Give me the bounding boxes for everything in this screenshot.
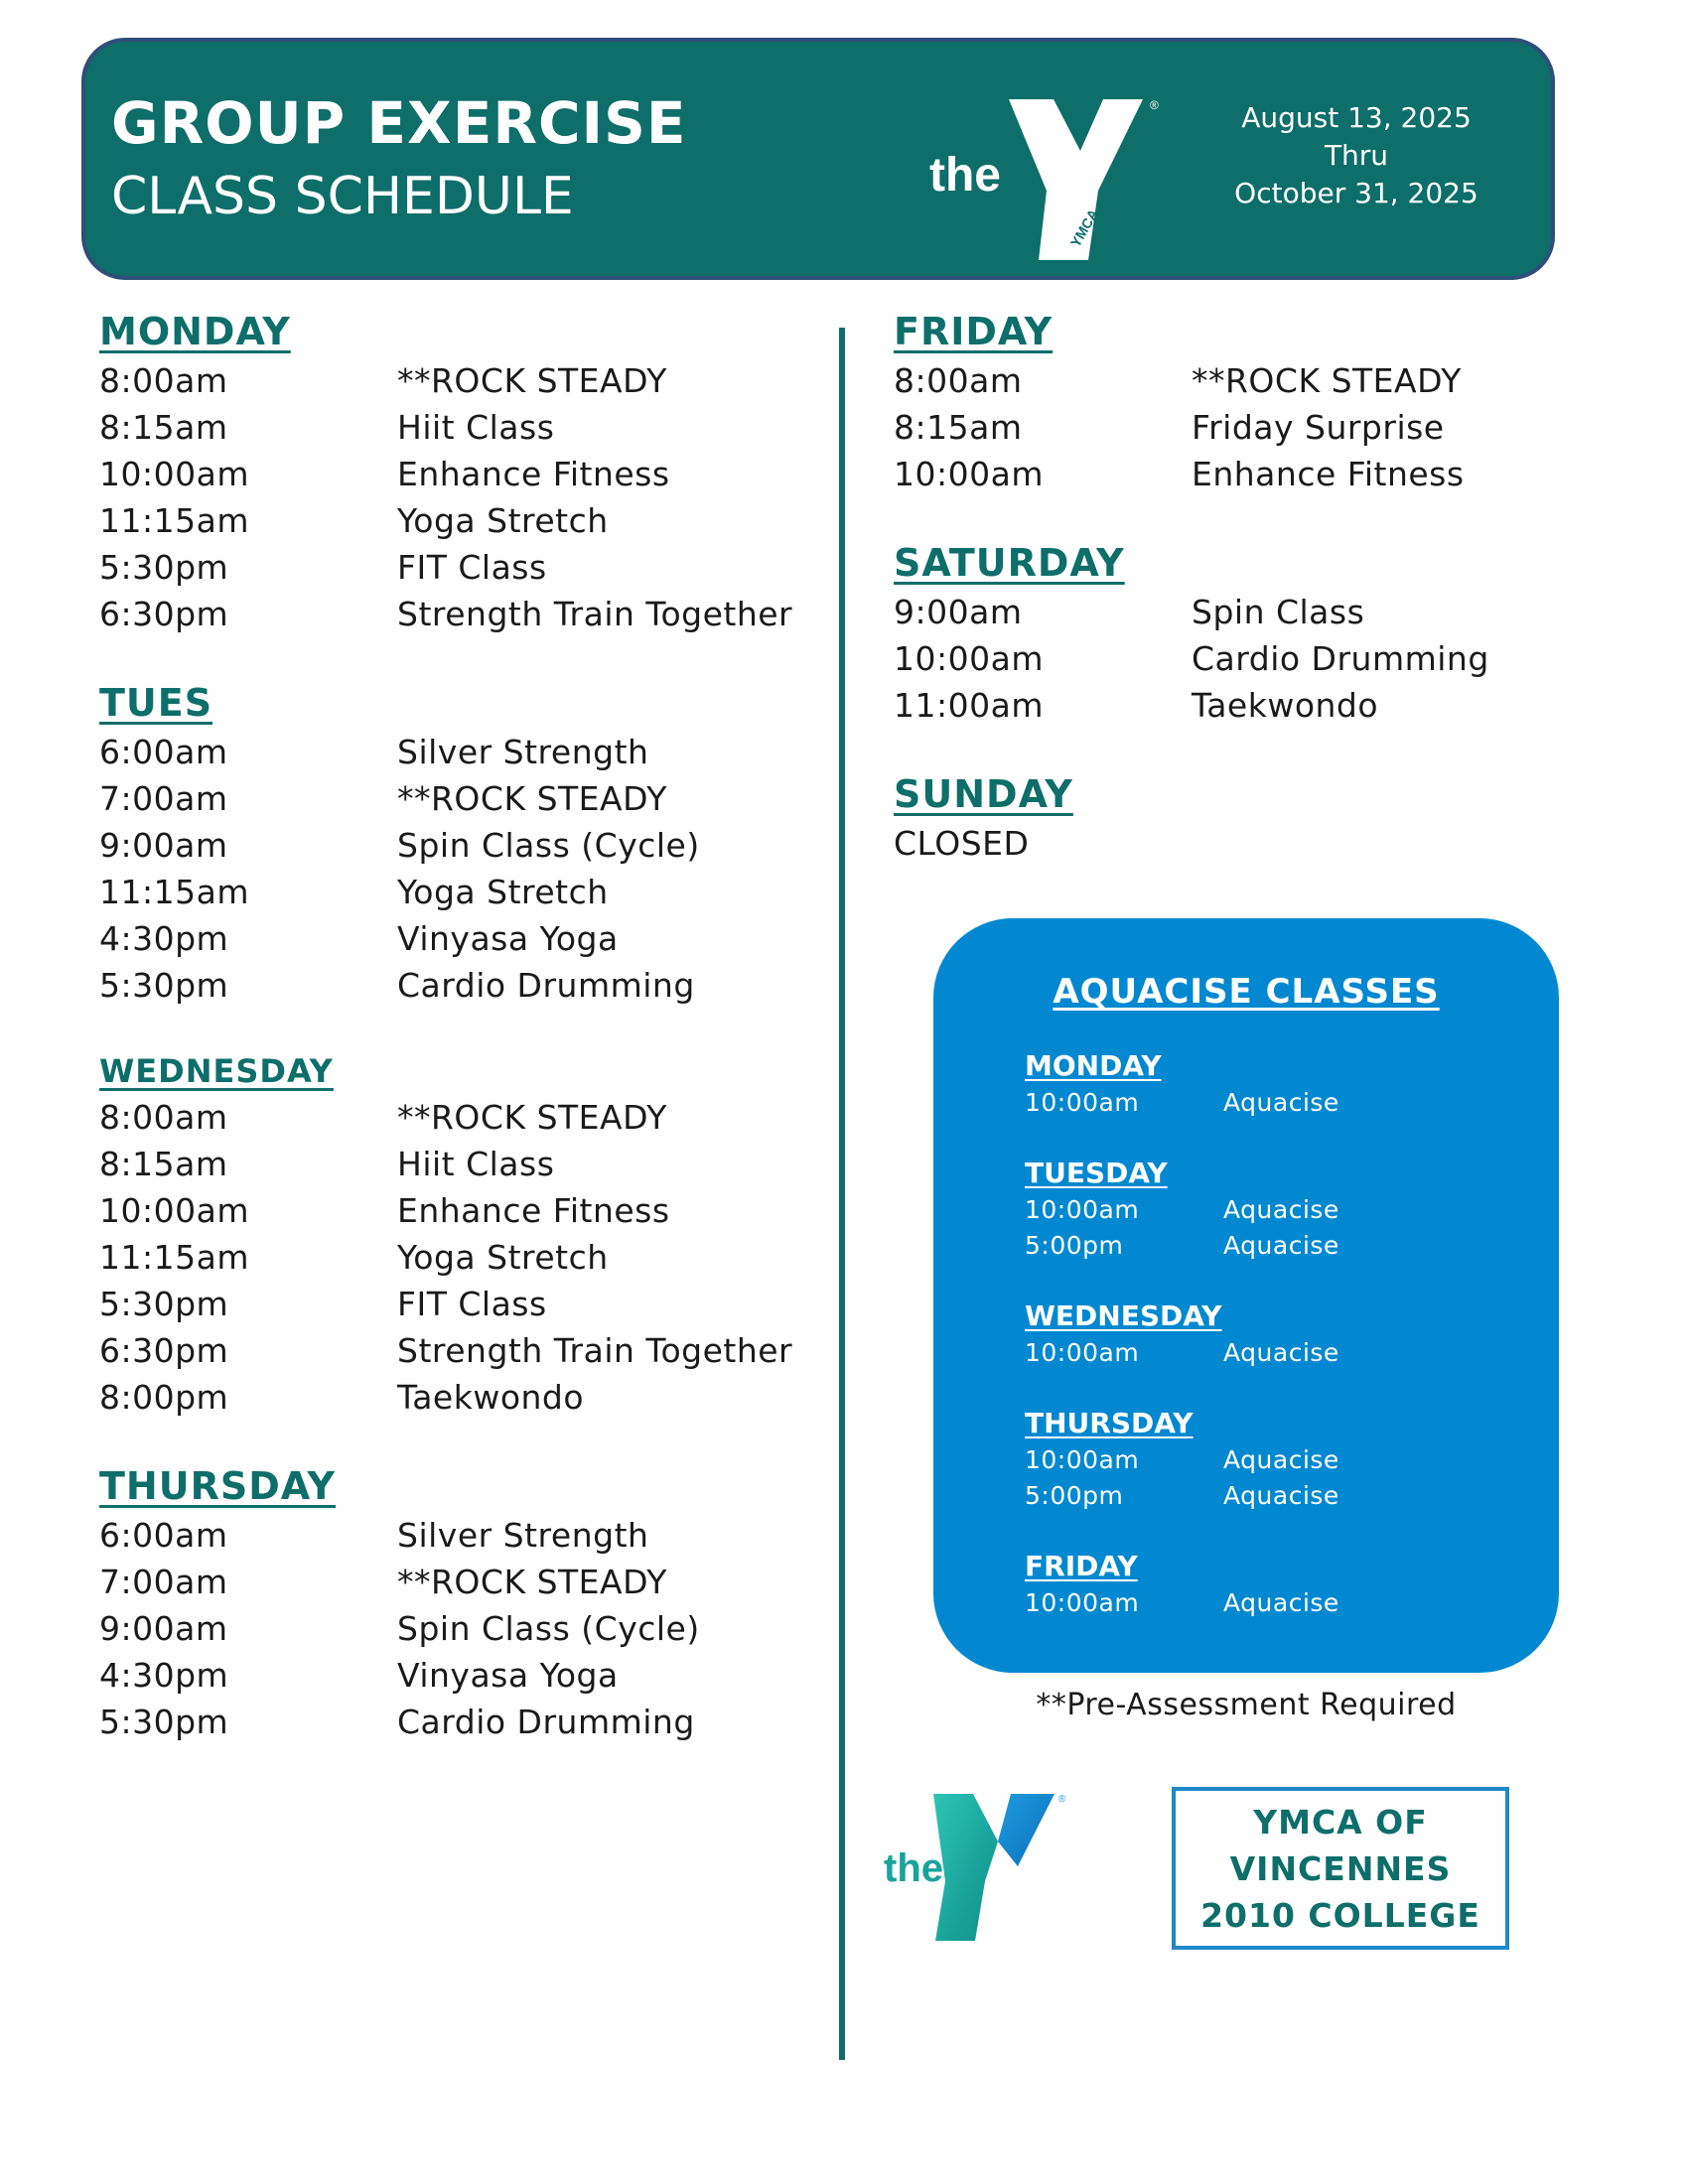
right-schedule-column bbox=[894, 310, 1589, 867]
monday-rows bbox=[99, 357, 814, 637]
class-name: Yoga Stretch bbox=[397, 501, 609, 540]
page-subtitle: CLASS SCHEDULE bbox=[111, 167, 574, 226]
class-name: **ROCK STEADY bbox=[397, 361, 667, 400]
class-time: 8:15am bbox=[99, 1145, 228, 1183]
header-banner bbox=[81, 38, 1555, 280]
aquacise-row bbox=[1025, 1478, 1521, 1514]
class-name: **ROCK STEADY bbox=[397, 1563, 667, 1601]
sunday-status: CLOSED bbox=[894, 824, 1030, 863]
day-heading-monday: MONDAY bbox=[99, 310, 291, 353]
ymca-color-logo bbox=[874, 1782, 1102, 1951]
class-time: 11:15am bbox=[99, 873, 249, 911]
day-heading-sunday: SUNDAY bbox=[894, 772, 1073, 816]
date-start: August 13, 2025 bbox=[1241, 101, 1472, 134]
class-time: 6:30pm bbox=[99, 595, 229, 633]
schedule-row bbox=[99, 1605, 814, 1652]
schedule-row bbox=[99, 775, 814, 822]
schedule-row bbox=[99, 357, 814, 404]
aquacise-time: 5:00pm bbox=[1025, 1481, 1124, 1510]
address-line-1: YMCA OF bbox=[1253, 1802, 1428, 1842]
class-time: 10:00am bbox=[894, 639, 1044, 678]
day-heading-wednesday: WEDNESDAY bbox=[99, 1052, 334, 1090]
class-time: 7:00am bbox=[99, 1563, 228, 1601]
aquacise-panel bbox=[933, 918, 1559, 1673]
aquacise-time: 10:00am bbox=[1025, 1088, 1140, 1117]
class-name: Spin Class (Cycle) bbox=[397, 826, 700, 865]
schedule-row bbox=[99, 497, 814, 544]
class-name: Enhance Fitness bbox=[1192, 455, 1465, 493]
class-name: Yoga Stretch bbox=[397, 1238, 609, 1277]
aquacise-time: 10:00am bbox=[1025, 1588, 1140, 1617]
class-time: 11:00am bbox=[894, 686, 1044, 725]
column-divider bbox=[839, 328, 845, 2060]
schedule-row bbox=[99, 1374, 814, 1421]
aquacise-list bbox=[1025, 1047, 1521, 1621]
day-heading-saturday: SATURDAY bbox=[894, 541, 1125, 585]
class-time: 8:15am bbox=[894, 408, 1023, 447]
class-time: 5:30pm bbox=[99, 1285, 229, 1323]
class-time: 6:00am bbox=[99, 733, 228, 771]
class-name: Strength Train Together bbox=[397, 1331, 793, 1370]
class-time: 9:00am bbox=[99, 826, 228, 865]
wednesday-rows bbox=[99, 1094, 814, 1421]
class-name: **ROCK STEADY bbox=[397, 1098, 667, 1137]
aquacise-time: 10:00am bbox=[1025, 1445, 1140, 1474]
schedule-row bbox=[894, 357, 1589, 404]
aquacise-day-heading: THURSDAY bbox=[1025, 1407, 1194, 1439]
aquacise-row bbox=[1025, 1228, 1521, 1264]
class-time: 9:00am bbox=[99, 1609, 228, 1648]
schedule-row bbox=[99, 1512, 814, 1559]
class-time: 5:30pm bbox=[99, 548, 229, 587]
aquacise-class: Aquacise bbox=[1223, 1445, 1339, 1474]
date-range bbox=[1188, 99, 1525, 212]
aquacise-class: Aquacise bbox=[1223, 1588, 1339, 1617]
class-time: 8:00am bbox=[894, 361, 1023, 400]
friday-rows bbox=[894, 357, 1589, 497]
class-name: **ROCK STEADY bbox=[1192, 361, 1462, 400]
schedule-row bbox=[99, 451, 814, 497]
class-time: 10:00am bbox=[99, 1191, 249, 1230]
day-heading-tues: TUES bbox=[99, 681, 213, 725]
aquacise-class: Aquacise bbox=[1223, 1338, 1339, 1367]
schedule-row bbox=[99, 1141, 814, 1187]
class-name: Vinyasa Yoga bbox=[397, 919, 619, 958]
aquacise-title: AQUACISE CLASSES bbox=[1053, 972, 1440, 1012]
class-time: 5:30pm bbox=[99, 1703, 229, 1741]
class-time: 11:15am bbox=[99, 501, 249, 540]
class-name: Strength Train Together bbox=[397, 595, 793, 633]
class-name: Taekwondo bbox=[397, 1378, 585, 1417]
schedule-row bbox=[894, 682, 1589, 729]
aquacise-class: Aquacise bbox=[1223, 1195, 1339, 1224]
class-time: 11:15am bbox=[99, 1238, 249, 1277]
class-name: Cardio Drumming bbox=[397, 1703, 695, 1741]
address-box bbox=[1172, 1787, 1509, 1950]
schedule-row bbox=[894, 404, 1589, 451]
class-name: FIT Class bbox=[397, 548, 547, 587]
schedule-row bbox=[894, 589, 1589, 635]
class-name: Silver Strength bbox=[397, 1516, 649, 1555]
class-name: FIT Class bbox=[397, 1285, 547, 1323]
class-time: 8:00am bbox=[99, 1098, 228, 1137]
class-name: **ROCK STEADY bbox=[397, 779, 667, 818]
schedule-row bbox=[99, 1187, 814, 1234]
class-name: Cardio Drumming bbox=[397, 966, 695, 1005]
svg-text:®: ® bbox=[1058, 1794, 1066, 1805]
class-name: Spin Class bbox=[1192, 593, 1365, 631]
schedule-row bbox=[99, 1327, 814, 1374]
aquacise-class: Aquacise bbox=[1223, 1088, 1339, 1117]
class-name: Hiit Class bbox=[397, 1145, 555, 1183]
aquacise-day-heading: TUESDAY bbox=[1025, 1157, 1168, 1189]
class-time: 8:00pm bbox=[99, 1378, 229, 1417]
schedule-row bbox=[894, 635, 1589, 682]
aquacise-row bbox=[1025, 1585, 1521, 1621]
class-name: Spin Class (Cycle) bbox=[397, 1609, 700, 1648]
schedule-row bbox=[894, 451, 1589, 497]
aquacise-class: Aquacise bbox=[1223, 1481, 1339, 1510]
ymca-logo bbox=[929, 71, 1168, 270]
class-time: 10:00am bbox=[99, 455, 249, 493]
class-name: Taekwondo bbox=[1192, 686, 1379, 725]
class-name: Friday Surprise bbox=[1192, 408, 1445, 447]
class-time: 4:30pm bbox=[99, 919, 229, 958]
tues-rows bbox=[99, 729, 814, 1009]
class-name: Hiit Class bbox=[397, 408, 555, 447]
class-name: Yoga Stretch bbox=[397, 873, 609, 911]
thursday-rows bbox=[99, 1512, 814, 1745]
schedule-row bbox=[99, 915, 814, 962]
page-title: GROUP EXERCISE bbox=[111, 89, 687, 157]
schedule-row bbox=[99, 404, 814, 451]
svg-text:®: ® bbox=[1150, 98, 1159, 112]
saturday-rows bbox=[894, 589, 1589, 729]
aquacise-row bbox=[1025, 1335, 1521, 1371]
schedule-row bbox=[99, 822, 814, 869]
schedule-row bbox=[99, 1652, 814, 1699]
aquacise-time: 5:00pm bbox=[1025, 1231, 1124, 1260]
schedule-row bbox=[99, 869, 814, 915]
aquacise-row bbox=[1025, 1192, 1521, 1228]
svg-text:YMCA: YMCA bbox=[1066, 205, 1102, 250]
schedule-row bbox=[99, 1094, 814, 1141]
aquacise-row bbox=[1025, 1085, 1521, 1121]
class-time: 7:00am bbox=[99, 779, 228, 818]
class-name: Enhance Fitness bbox=[397, 455, 670, 493]
schedule-row bbox=[99, 544, 814, 591]
class-time: 4:30pm bbox=[99, 1656, 229, 1695]
date-thru: Thru bbox=[1324, 139, 1389, 172]
class-time: 6:00am bbox=[99, 1516, 228, 1555]
schedule-row bbox=[99, 729, 814, 775]
schedule-row bbox=[99, 1281, 814, 1327]
class-time: 6:30pm bbox=[99, 1331, 229, 1370]
class-time: 8:00am bbox=[99, 361, 228, 400]
schedule-row bbox=[99, 1234, 814, 1281]
schedule-row bbox=[99, 1699, 814, 1745]
svg-text:the: the bbox=[929, 149, 1001, 202]
class-name: Vinyasa Yoga bbox=[397, 1656, 619, 1695]
day-heading-friday: FRIDAY bbox=[894, 310, 1054, 353]
class-name: Cardio Drumming bbox=[1192, 639, 1489, 678]
class-time: 5:30pm bbox=[99, 966, 229, 1005]
class-name: Enhance Fitness bbox=[397, 1191, 670, 1230]
schedule-row bbox=[99, 591, 814, 637]
aquacise-row bbox=[1025, 1442, 1521, 1478]
address-line-2: VINCENNES bbox=[1229, 1848, 1452, 1888]
pre-assessment-note: **Pre-Assessment Required bbox=[1036, 1688, 1457, 1722]
aquacise-day-heading: FRIDAY bbox=[1025, 1550, 1138, 1582]
address-line-3: 2010 COLLEGE bbox=[1200, 1895, 1480, 1935]
aquacise-class: Aquacise bbox=[1223, 1231, 1339, 1260]
class-time: 10:00am bbox=[894, 455, 1044, 493]
class-name: Silver Strength bbox=[397, 733, 649, 771]
date-end: October 31, 2025 bbox=[1234, 177, 1478, 209]
schedule-row bbox=[99, 1559, 814, 1605]
left-schedule-column bbox=[99, 310, 814, 1745]
aquacise-time: 10:00am bbox=[1025, 1338, 1140, 1367]
class-time: 9:00am bbox=[894, 593, 1023, 631]
class-time: 8:15am bbox=[99, 408, 228, 447]
aquacise-time: 10:00am bbox=[1025, 1195, 1140, 1224]
svg-text:YMCA: YMCA bbox=[983, 1898, 1010, 1933]
day-heading-thursday: THURSDAY bbox=[99, 1464, 337, 1508]
aquacise-day-heading: MONDAY bbox=[1025, 1049, 1162, 1082]
aquacise-day-heading: WEDNESDAY bbox=[1025, 1299, 1222, 1332]
svg-text:the: the bbox=[884, 1846, 943, 1890]
schedule-row bbox=[99, 962, 814, 1009]
